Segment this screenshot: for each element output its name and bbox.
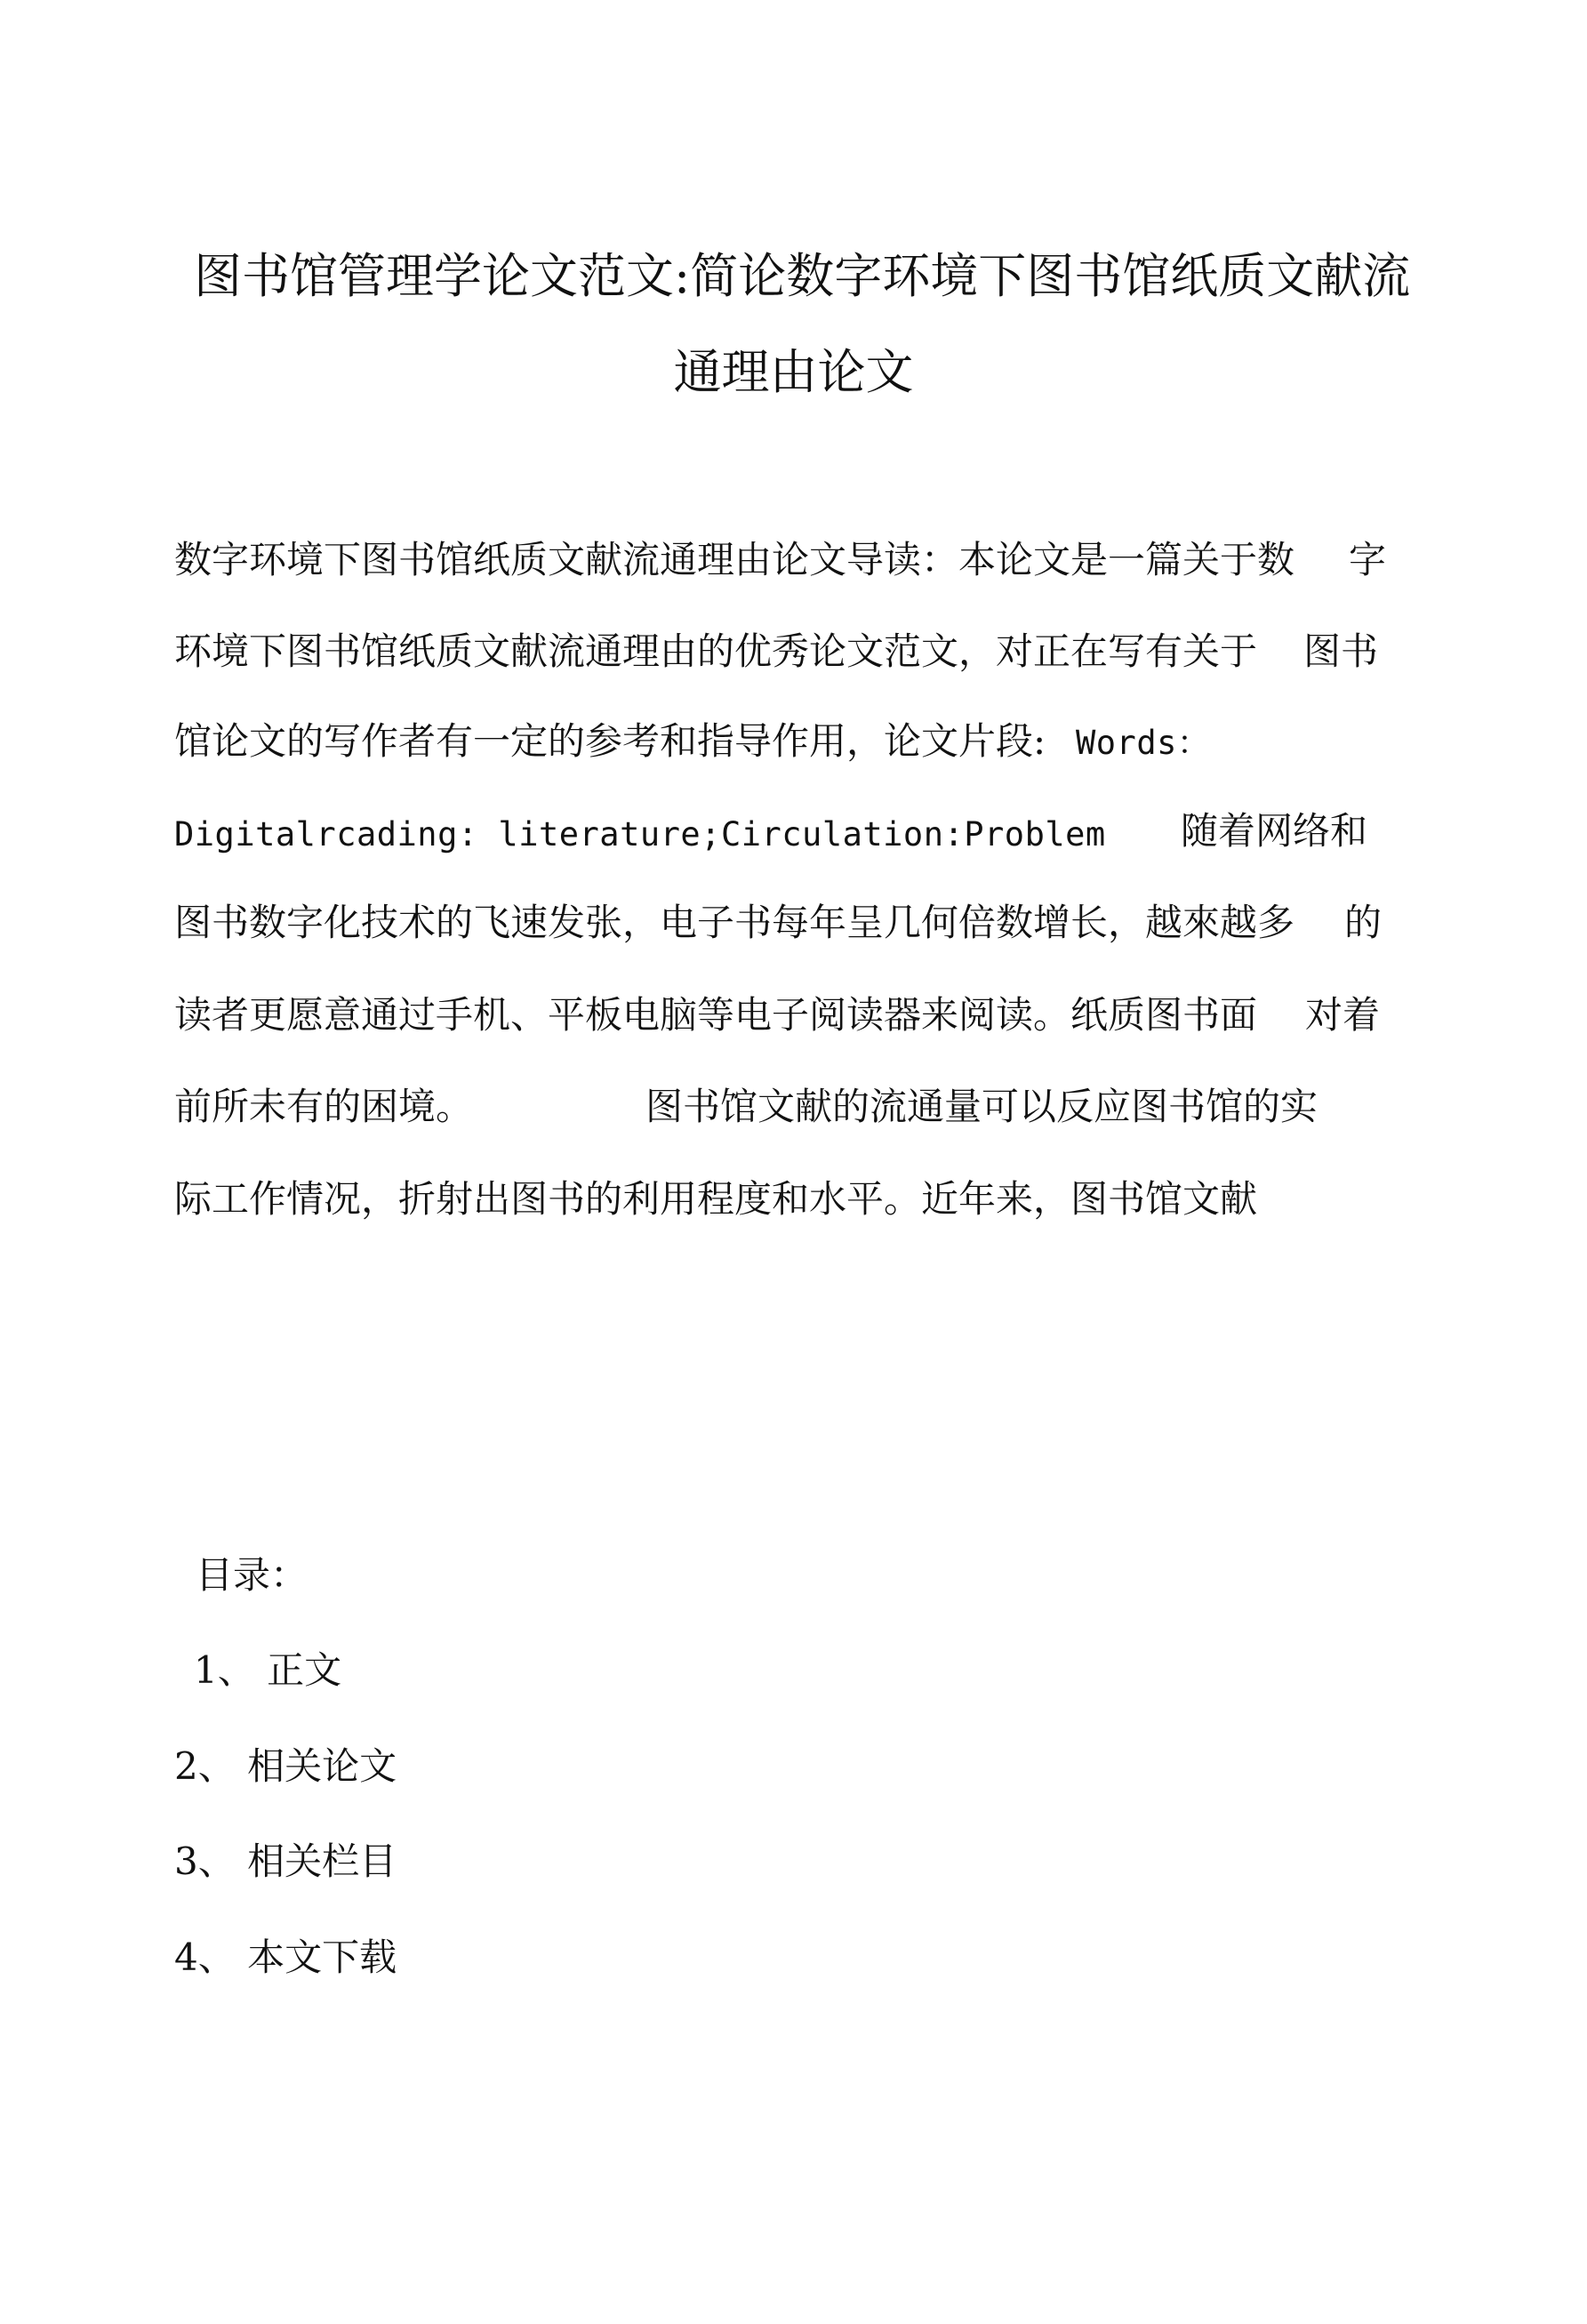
body-line-3b: Words： (1076, 724, 1211, 762)
document-title-line-1: 图书馆管理学论文范文:简论数字环境下图书馆纸质文献流 (194, 248, 1411, 304)
document-title-line-2: 通理由论文 (673, 344, 914, 400)
body-line-2b: 图书 (1303, 629, 1379, 673)
body-line-3a: 馆论文的写作者有一定的参考和指导作用，论文片段: (174, 719, 1046, 763)
body-line-1b: 字 (1349, 538, 1387, 581)
body-line-4a: Digitalrcading: literature;Circulation:Problem (174, 815, 1106, 853)
toc-heading: 目录： (196, 1553, 309, 1597)
body-line-8a: 际工作情况，折射出图书的利用程度和水平。近年来，图书馆文献 (174, 1177, 1258, 1221)
toc-item-1[interactable]: 1、 正文 (194, 1648, 342, 1692)
body-line-7b: 图书馆文献的流通量可以反应图书馆的实 (645, 1085, 1318, 1128)
body-line-4b: 随着网络和 (1181, 809, 1368, 853)
toc-item-4[interactable]: 4、 本文下载 (174, 1935, 397, 1979)
body-line-6b: 对着 (1305, 993, 1381, 1037)
body-line-1a: 数字环境下图书馆纸质文献流通理由论文导读：本论文是一篇关于数 (174, 538, 1295, 581)
toc-item-3[interactable]: 3、 相关栏目 (174, 1839, 397, 1883)
body-line-6a: 读者更愿意通过手机、平板电脑等电子阅读器来阅读。纸质图书面 (174, 993, 1258, 1037)
toc-item-2[interactable]: 2、 相关论文 (174, 1744, 397, 1788)
body-line-5a: 图书数字化技术的飞速发张，电子书每年呈几何倍数增长，越來越多 (174, 901, 1295, 944)
body-line-2a: 环境下图书馆纸质文献流通理由的优秀论文范文，对正在写有关于 (174, 629, 1258, 673)
body-line-7a: 前所未有的困境。 (174, 1085, 474, 1128)
body-line-5b: 的 (1344, 901, 1383, 944)
